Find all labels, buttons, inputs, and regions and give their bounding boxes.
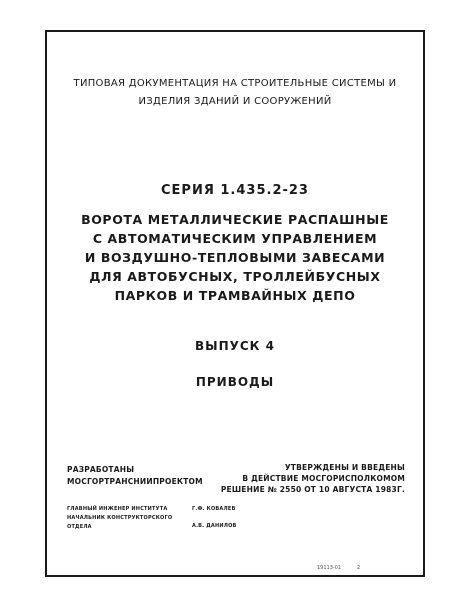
header-line-2: ИЗДЕЛИЯ ЗДАНИЙ И СООРУЖЕНИЙ <box>138 96 332 107</box>
approved-line-2: В ДЕЙСТВИЕ МОСГОРИСПОЛКОМОМ <box>242 474 405 483</box>
approved-line-3: РЕШЕНИЕ № 2550 ОТ 10 АВГУСТА 1983Г. <box>220 485 405 494</box>
issue-number: ВЫПУСК 4 <box>194 339 276 353</box>
title-line-4: ДЛЯ АВТОБУСНЫХ, ТРОЛЛЕЙБУСНЫХ <box>89 269 381 284</box>
signature-role-department: ОТДЕЛА <box>67 524 92 530</box>
developed-by-org: МОСГОРТРАНСНИИПРОЕКТОМ <box>67 477 203 486</box>
signature-role-department-head: НАЧАЛЬНИК КОНСТРУКТОРСКОГО <box>67 515 173 521</box>
title-line-1: ВОРОТА МЕТАЛЛИЧЕСКИЕ РАСПАШНЫЕ <box>81 212 389 227</box>
developed-by-label: РАЗРАБОТАНЫ <box>67 465 135 474</box>
title-line-2: С АВТОМАТИЧЕСКИМ УПРАВЛЕНИЕМ <box>92 231 378 246</box>
title-line-5: ПАРКОВ И ТРАМВАЙНЫХ ДЕПО <box>114 288 356 303</box>
signature-name-chief-engineer: Г.Ф. КОВАЛЕВ <box>192 506 236 512</box>
header-line-1: ТИПОВАЯ ДОКУМЕНТАЦИЯ НА СТРОИТЕЛЬНЫЕ СИСТЕМЫ И <box>73 78 397 89</box>
approved-line-1: УТВЕРЖДЕНЫ И ВВЕДЕНЫ <box>284 463 405 472</box>
signature-role-chief-engineer: ГЛАВНЫЙ ИНЖЕНЕР ИНСТИТУТА <box>67 506 168 512</box>
page-number: 2 <box>357 565 361 571</box>
series-number: СЕРИЯ 1.435.2-23 <box>161 183 309 198</box>
document-code-stamp: 19113-01 <box>317 565 342 571</box>
signature-name-department-head: А.В. ДАНИЛОВ <box>192 523 237 529</box>
issue-subtitle: ПРИВОДЫ <box>195 375 275 389</box>
title-line-3: И ВОЗДУШНО-ТЕПЛОВЫМИ ЗАВЕСАМИ <box>84 250 386 265</box>
page-frame <box>45 30 425 577</box>
